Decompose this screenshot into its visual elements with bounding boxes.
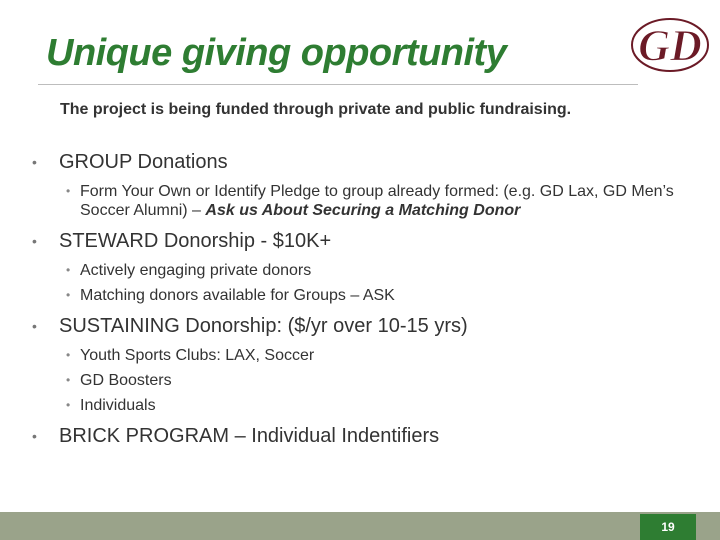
sub-bullet-group-pledge [32, 182, 692, 220]
bullet-brick-program [32, 424, 692, 448]
sub-bullet-dot: • [66, 348, 71, 362]
title-divider [38, 84, 638, 85]
sub-bullet-text: Youth Sports Clubs: LAX, Soccer [80, 347, 315, 364]
sub-bullet-dot: • [66, 263, 71, 277]
sub-bullet-text: Form Your Own or Identify Pledge to group already formed: (e.g. GD Lax, GD Men’s Soccer Alumni) – [80, 183, 674, 219]
sub-bullet-text: Actively engaging private donors [80, 262, 312, 279]
sub-bullet-dot: • [66, 184, 71, 198]
bullet-text: SUSTAINING Donorship: ($/yr over 10-15 yrs) [59, 315, 468, 337]
sub-bullet-dot: • [66, 288, 71, 302]
bullet-text: GROUP Donations [59, 151, 228, 173]
slide-title: Unique giving opportunity [46, 32, 507, 74]
bullet-text: STEWARD Donorship - $10K+ [59, 230, 332, 252]
sub-bullet-dot: • [66, 398, 71, 412]
sub-bullet-emphasis: Ask us About Securing a Matching Donor [205, 202, 521, 219]
bullet-list [32, 150, 692, 448]
page-number: 19 [640, 514, 696, 540]
bullet-dot: • [32, 233, 37, 249]
bullet-dot: • [32, 428, 37, 444]
sub-bullet-youth-sports [32, 346, 692, 365]
bullet-group-donations [32, 150, 692, 174]
bullet-text: BRICK PROGRAM – Individual Indentifiers [59, 425, 440, 447]
gd-logo [630, 14, 710, 74]
sub-bullet-matching-donors [32, 286, 692, 305]
sub-bullet-text: Individuals [80, 397, 156, 414]
bullet-steward-donorship [32, 229, 692, 253]
footer-bar [0, 512, 720, 540]
sub-bullet-private-donors [32, 261, 692, 280]
logo-text: GD [638, 21, 702, 70]
sub-bullet-gd-boosters [32, 371, 692, 390]
sub-bullet-dot: • [66, 373, 71, 387]
sub-bullet-text: Matching donors available for Groups – ASK [80, 287, 395, 304]
bullet-dot: • [32, 154, 37, 170]
bullet-dot: • [32, 318, 37, 334]
sub-bullet-individuals [32, 396, 692, 415]
bullet-sustaining-donorship [32, 314, 692, 338]
slide-subtitle: The project is being funded through private and public fundraising. [60, 101, 572, 118]
sub-bullet-text: GD Boosters [80, 372, 172, 389]
